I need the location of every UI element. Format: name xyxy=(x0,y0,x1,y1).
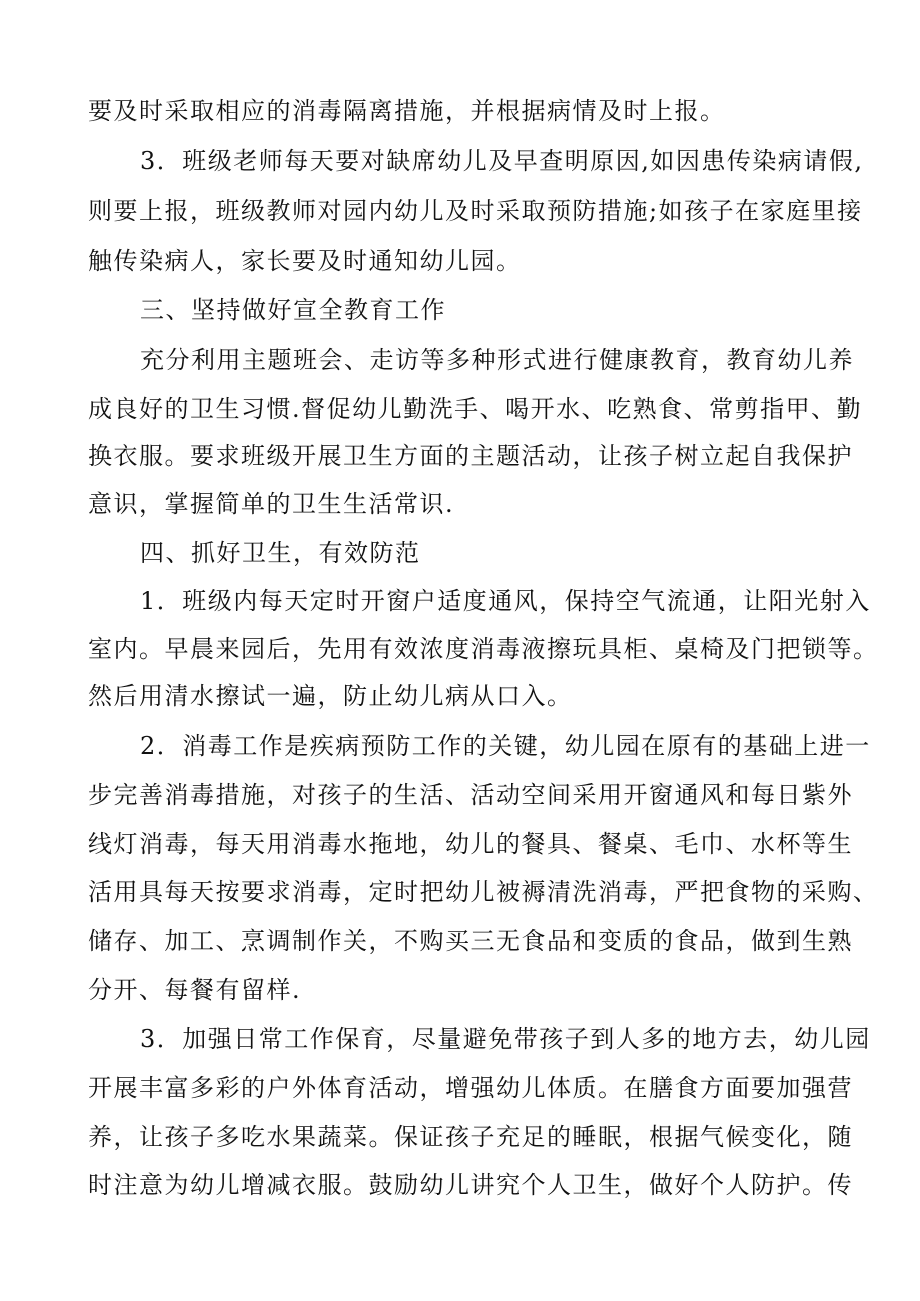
text-line: 则要上报，班级教师对园内幼儿及时采取预防措施;如孩子在家庭里接 xyxy=(88,197,863,225)
text-line: 3．班级老师每天要对缺席幼儿及早查明原因,如因患传染病请假, xyxy=(140,147,864,175)
text-line: 换衣服。要求班级开展卫生方面的主题活动，让孩子树立起自我保护 xyxy=(88,442,853,470)
text-line: 养，让孩子多吃水果蔬菜。保证孩子充足的睡眠，根据气候变化，随 xyxy=(88,1123,853,1151)
text-line: 步完善消毒措施，对孩子的生活、活动空间采用开窗通风和每日紫外 xyxy=(88,781,853,809)
text-line: 成良好的卫生习惯.督促幼儿勤洗手、喝开水、吃熟食、常剪指甲、勤 xyxy=(88,395,863,423)
text-line: 时注意为幼儿增减衣服。鼓励幼儿讲究个人卫生，做好个人防护。传 xyxy=(88,1171,853,1199)
section-heading: 四、抓好卫生，有效防范 xyxy=(140,539,421,567)
section-heading: 三、坚持做好宣全教育工作 xyxy=(140,296,446,324)
text-line: 室内。早晨来园后，先用有效浓度消毒液擦玩具柜、桌椅及门把锁等。 xyxy=(88,635,879,663)
text-line: 活用具每天按要求消毒，定时把幼儿被褥清洗消毒，严把食物的采购、 xyxy=(88,878,879,906)
text-line: 线灯消毒，每天用消毒水拖地，幼儿的餐具、餐桌、毛巾、水杯等生 xyxy=(88,830,853,858)
text-line: 储存、加工、烹调制作关，不购买三无食品和变质的食品，做到生熟 xyxy=(88,927,853,955)
text-line: 要及时采取相应的消毒隔离措施，并根据病情及时上报。 xyxy=(88,97,726,125)
text-line: 分开、每餐有留样. xyxy=(88,976,302,1004)
text-line: 然后用清水擦试一遍，防止幼儿病从口入。 xyxy=(88,682,573,710)
text-line: 充分利用主题班会、走访等多种形式进行健康教育，教育幼儿养 xyxy=(140,346,854,374)
text-line: 3．加强日常工作保育，尽量避免带孩子到人多的地方去，幼儿园 xyxy=(140,1025,871,1053)
text-line: 开展丰富多彩的户外体育活动，增强幼儿体质。在膳食方面要加强营 xyxy=(88,1074,853,1102)
text-line: 2．消毒工作是疾病预防工作的关键，幼儿园在原有的基础上进一 xyxy=(140,732,871,760)
text-line: 意识，掌握简单的卫生生活常识. xyxy=(88,490,455,518)
text-line: 1．班级内每天定时开窗户适度通风，保持空气流通，让阳光射入 xyxy=(140,587,871,615)
text-line: 触传染病人，家长要及时通知幼儿园。 xyxy=(88,247,522,275)
